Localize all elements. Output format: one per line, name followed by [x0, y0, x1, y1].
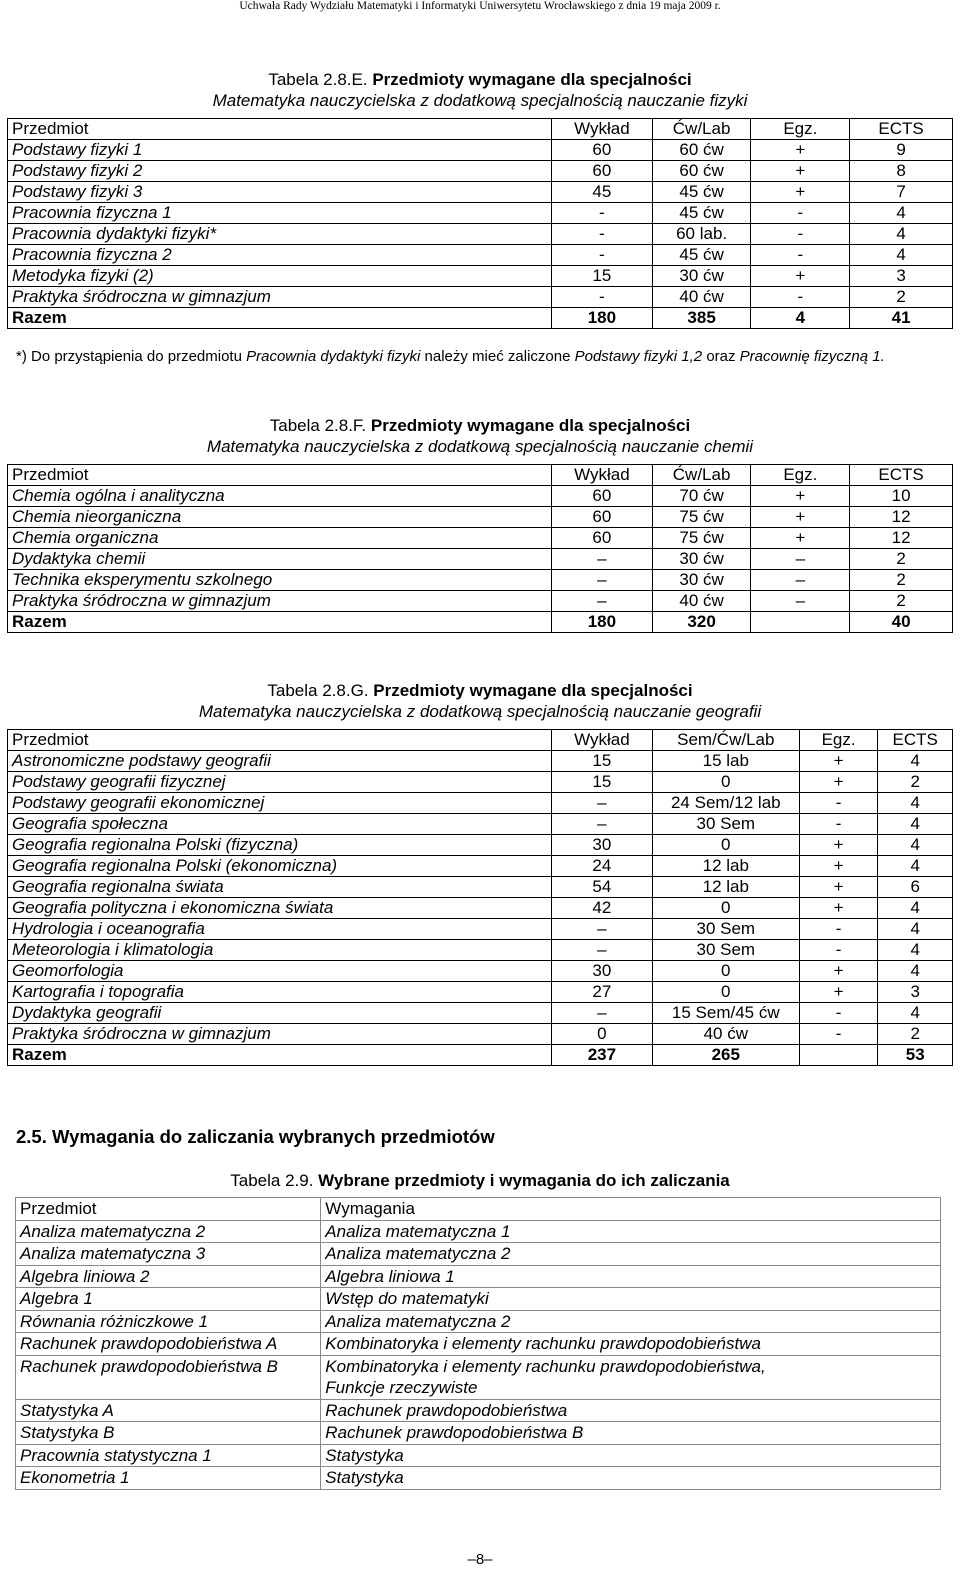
- table-cell: –: [552, 549, 653, 570]
- table-cell: 24 Sem/12 lab: [652, 793, 799, 814]
- table-cell: Dydaktyka geografii: [8, 1003, 552, 1024]
- table-cell: 4: [878, 835, 953, 856]
- table-cell: 60 ćw: [652, 161, 751, 182]
- table-cell: [751, 612, 850, 633]
- table-row: [8, 751, 953, 772]
- table-cell: Geografia regionalna Polski (fizyczna): [8, 835, 552, 856]
- table-cell: +: [799, 877, 878, 898]
- table-row: [16, 1422, 941, 1445]
- table-cell: –: [552, 940, 653, 961]
- table-cell: 2: [878, 1024, 953, 1045]
- table-header-row: [16, 1198, 941, 1221]
- table-cell: Podstawy fizyki 2: [8, 161, 552, 182]
- table-cell: -: [799, 1024, 878, 1045]
- table-cell: +: [751, 507, 850, 528]
- table-row: [8, 898, 953, 919]
- table-cell: Analiza matematyczna 3: [16, 1243, 321, 1266]
- column-header: Sem/Ćw/Lab: [652, 730, 799, 751]
- table-cell: 4: [878, 1003, 953, 1024]
- table-cell: Analiza matematyczna 2: [321, 1243, 941, 1266]
- table-cell: [799, 1045, 878, 1066]
- table-cell: –: [552, 591, 653, 612]
- table-f-subtitle-text: Matematyka nauczycielska z dodatkową specjalnością nauczanie chemii: [206, 437, 754, 456]
- table-cell: +: [751, 161, 850, 182]
- table-header-row: [8, 119, 953, 140]
- table-row: [8, 549, 953, 570]
- table-row: [8, 835, 953, 856]
- table-g: [7, 729, 953, 1066]
- table-cell: 45 ćw: [652, 245, 751, 266]
- column-header: Przedmiot: [8, 119, 552, 140]
- column-header: Przedmiot: [8, 730, 552, 751]
- table-row: [16, 1310, 941, 1333]
- table-cell: Razem: [8, 612, 552, 633]
- column-header: ECTS: [850, 465, 953, 486]
- table-cell: Geomorfologia: [8, 961, 552, 982]
- table-cell: 4: [878, 814, 953, 835]
- table-cell: Analiza matematyczna 2: [321, 1310, 941, 1333]
- table-row: [8, 961, 953, 982]
- table-cell: 12 lab: [652, 856, 799, 877]
- table-cell: 9: [850, 140, 953, 161]
- table-cell: 237: [552, 1045, 653, 1066]
- table-f-label: Tabela 2.8.F.: [269, 416, 367, 435]
- table-cell: -: [799, 1003, 878, 1024]
- table-cell: 42: [552, 898, 653, 919]
- table-cell: 41: [850, 308, 953, 329]
- table-cell: Praktyka śródroczna w gimnazjum: [8, 591, 552, 612]
- table-cell: Algebra liniowa 1: [321, 1265, 941, 1288]
- table-cell: Razem: [8, 308, 552, 329]
- table-f: [7, 464, 953, 633]
- table-cell: 2: [878, 772, 953, 793]
- table-cell: +: [799, 751, 878, 772]
- table-cell: –: [751, 549, 850, 570]
- table-cell: 40 ćw: [652, 287, 751, 308]
- table-cell: Kartografia i topografia: [8, 982, 552, 1003]
- table-cell: +: [751, 486, 850, 507]
- table-cell: 60 lab.: [652, 224, 751, 245]
- table-cell: 4: [878, 919, 953, 940]
- table-cell: -: [751, 224, 850, 245]
- table-cell: 30 Sem: [652, 919, 799, 940]
- table-cell: 0: [652, 835, 799, 856]
- table-cell: 60: [552, 507, 653, 528]
- table-cell: 4: [878, 793, 953, 814]
- table-cell: 3: [878, 982, 953, 1003]
- table-cell: 30: [552, 961, 653, 982]
- table-cell: +: [751, 528, 850, 549]
- table-row: [16, 1220, 941, 1243]
- column-header: Przedmiot: [16, 1198, 321, 1221]
- table-cell: 2: [850, 549, 953, 570]
- table-cell: +: [799, 898, 878, 919]
- table-cell: 7: [850, 182, 953, 203]
- table-cell: 12: [850, 507, 953, 528]
- table-cell: +: [799, 835, 878, 856]
- note-italic: Pracownia dydaktyki fizyki: [246, 348, 421, 365]
- table-cell: 8: [850, 161, 953, 182]
- table-cell: 4: [878, 940, 953, 961]
- table-cell: Geografia regionalna świata: [8, 877, 552, 898]
- table-row: [16, 1444, 941, 1467]
- table-f-subtitle: [0, 436, 960, 457]
- table-cell: Analiza matematyczna 2: [16, 1220, 321, 1243]
- table-cell: -: [799, 940, 878, 961]
- table-row: [8, 266, 953, 287]
- table-row: [8, 793, 953, 814]
- total-row: [8, 612, 953, 633]
- table-cell: Geografia regionalna Polski (ekonomiczna): [8, 856, 552, 877]
- table-cell: +: [799, 856, 878, 877]
- table-cell: 53: [878, 1045, 953, 1066]
- table-cell: 4: [878, 961, 953, 982]
- table-cell: 30 ćw: [652, 266, 751, 287]
- table-cell: –: [751, 591, 850, 612]
- column-header: Wymagania: [321, 1198, 941, 1221]
- table-e-label: Tabela 2.8.E.: [268, 70, 368, 89]
- table-row: [8, 570, 953, 591]
- table-cell: 0: [652, 772, 799, 793]
- table-9-title: Wybrane przedmioty i wymagania do ich zaliczania: [318, 1171, 730, 1190]
- table-g-subtitle: [0, 701, 960, 722]
- table-cell: Praktyka śródroczna w gimnazjum: [8, 287, 552, 308]
- table-row: [8, 507, 953, 528]
- table-row: [8, 814, 953, 835]
- total-row: [8, 308, 953, 329]
- table-cell: -: [799, 919, 878, 940]
- table-row: [8, 528, 953, 549]
- table-cell: 60: [552, 486, 653, 507]
- table-cell: Kombinatoryka i elementy rachunku prawdopodobieństwa, Funkcje rzeczywiste: [321, 1355, 941, 1399]
- table-e-subtitle: [0, 90, 960, 111]
- table-cell: 2: [850, 591, 953, 612]
- table-cell: 10: [850, 486, 953, 507]
- table-cell: -: [799, 793, 878, 814]
- table-cell: Podstawy geografii fizycznej: [8, 772, 552, 793]
- table-9: [15, 1197, 941, 1490]
- table-cell: Chemia nieorganiczna: [8, 507, 552, 528]
- table-cell: Statystyka: [321, 1467, 941, 1490]
- table-cell: Statystyka A: [16, 1399, 321, 1422]
- table-cell: 15 lab: [652, 751, 799, 772]
- table-9-caption: [0, 1170, 960, 1191]
- table-row: [16, 1243, 941, 1266]
- column-header: Egz.: [751, 119, 850, 140]
- column-header: Przedmiot: [8, 465, 552, 486]
- table-cell: 180: [552, 612, 653, 633]
- table-cell: Pracownia statystyczna 1: [16, 1444, 321, 1467]
- table-cell: +: [751, 140, 850, 161]
- table-row: [8, 1003, 953, 1024]
- table-row: [8, 591, 953, 612]
- table-e: [7, 118, 953, 329]
- table-row: [8, 856, 953, 877]
- table-cell: –: [552, 793, 653, 814]
- column-header: ECTS: [878, 730, 953, 751]
- table-header-row: [8, 465, 953, 486]
- table-row: [16, 1333, 941, 1356]
- table-row: [16, 1399, 941, 1422]
- table-row: [8, 772, 953, 793]
- table-cell: 70 ćw: [652, 486, 751, 507]
- table-row: [8, 224, 953, 245]
- column-header: Wykład: [552, 730, 653, 751]
- table-row: [8, 982, 953, 1003]
- table-cell: –: [552, 1003, 653, 1024]
- table-cell: 4: [878, 898, 953, 919]
- table-cell: 4: [850, 203, 953, 224]
- table-cell: Rachunek prawdopodobieństwa B: [321, 1422, 941, 1445]
- table-row: [8, 877, 953, 898]
- table-cell: 40 ćw: [652, 591, 751, 612]
- table-cell: Astronomiczne podstawy geografii: [8, 751, 552, 772]
- table-cell: 15: [552, 751, 653, 772]
- table-row: [8, 287, 953, 308]
- table-f-caption: [0, 415, 960, 436]
- table-cell: 45 ćw: [652, 203, 751, 224]
- table-cell: 75 ćw: [652, 528, 751, 549]
- table-cell: 12: [850, 528, 953, 549]
- table-f-title: Przedmioty wymagane dla specjalności: [370, 416, 691, 435]
- table-cell: -: [799, 814, 878, 835]
- table-cell: 30 ćw: [652, 549, 751, 570]
- table-cell: 30: [552, 835, 653, 856]
- table-e-title: Przedmioty wymagane dla specjalności: [372, 70, 692, 89]
- note-italic: Pracownię fizyczną 1.: [739, 348, 885, 365]
- table-cell: 45: [552, 182, 653, 203]
- table-cell: 0: [652, 982, 799, 1003]
- table-cell: –: [552, 570, 653, 591]
- table-cell: Wstęp do matematyki: [321, 1288, 941, 1311]
- column-header: Egz.: [799, 730, 878, 751]
- table-cell: 60 ćw: [652, 140, 751, 161]
- table-row: [8, 203, 953, 224]
- table-cell: 0: [552, 1024, 653, 1045]
- table-cell: 4: [878, 751, 953, 772]
- table-cell: 0: [652, 961, 799, 982]
- table-row: [16, 1265, 941, 1288]
- table-cell: 15: [552, 266, 653, 287]
- table-cell: Podstawy fizyki 3: [8, 182, 552, 203]
- table-cell: 60: [552, 528, 653, 549]
- section-heading: 2.5. Wymagania do zaliczania wybranych przedmiotów: [16, 1126, 495, 1147]
- total-row: [8, 1045, 953, 1066]
- table-g-subtitle-text: Matematyka nauczycielska z dodatkową specjalnością nauczanie geografii: [198, 702, 762, 721]
- table-row: [8, 1024, 953, 1045]
- column-header: ECTS: [850, 119, 953, 140]
- table-cell: 4: [878, 856, 953, 877]
- table-cell: 12 lab: [652, 877, 799, 898]
- table-row: [8, 486, 953, 507]
- table-cell: 6: [878, 877, 953, 898]
- table-cell: 40: [850, 612, 953, 633]
- column-header: Ćw/Lab: [652, 119, 751, 140]
- column-header: Egz.: [751, 465, 850, 486]
- table-cell: Metodyka fizyki (2): [8, 266, 552, 287]
- table-cell: 30 Sem: [652, 814, 799, 835]
- table-e-caption: [0, 69, 960, 90]
- table-cell: Technika eksperymentu szkolnego: [8, 570, 552, 591]
- page-number: –8–: [467, 1551, 493, 1568]
- table-cell: –: [552, 814, 653, 835]
- table-row: [16, 1467, 941, 1490]
- table-cell: 40 ćw: [652, 1024, 799, 1045]
- table-cell: –: [751, 570, 850, 591]
- note-text: oraz: [702, 348, 740, 365]
- table-cell: Geografia społeczna: [8, 814, 552, 835]
- table-cell: -: [751, 203, 850, 224]
- table-cell: 45 ćw: [652, 182, 751, 203]
- table-cell: 3: [850, 266, 953, 287]
- table-cell: 4: [850, 224, 953, 245]
- table-row: [8, 161, 953, 182]
- table-cell: Praktyka śródroczna w gimnazjum: [8, 1024, 552, 1045]
- table-row: [16, 1288, 941, 1311]
- table-cell: -: [552, 224, 653, 245]
- table-row: [8, 140, 953, 161]
- table-cell: 320: [652, 612, 751, 633]
- table-cell: Rachunek prawdopodobieństwa B: [16, 1355, 321, 1399]
- table-cell: –: [552, 919, 653, 940]
- table-cell: Równania różniczkowe 1: [16, 1310, 321, 1333]
- table-cell: +: [799, 772, 878, 793]
- column-header: Wykład: [552, 119, 653, 140]
- table-row: [8, 182, 953, 203]
- table-cell: 75 ćw: [652, 507, 751, 528]
- document-header: Uchwała Rady Wydziału Matematyki i Informatyki Uniwersytetu Wrocławskiego z dnia 19 maja 2009 r.: [239, 0, 721, 12]
- table-cell: Chemia ogólna i analityczna: [8, 486, 552, 507]
- table-cell: 60: [552, 161, 653, 182]
- table-cell: 0: [652, 898, 799, 919]
- table-cell: Hydrologia i oceanografia: [8, 919, 552, 940]
- table-cell: 30 Sem: [652, 940, 799, 961]
- table-cell: Analiza matematyczna 1: [321, 1220, 941, 1243]
- table-cell: 265: [652, 1045, 799, 1066]
- table-cell: Rachunek prawdopodobieństwa A: [16, 1333, 321, 1356]
- table-cell: +: [751, 182, 850, 203]
- table-row: [8, 940, 953, 961]
- table-cell: +: [799, 982, 878, 1003]
- table-cell: 30 ćw: [652, 570, 751, 591]
- table-cell: 15 Sem/45 ćw: [652, 1003, 799, 1024]
- table-9-label: Tabela 2.9.: [230, 1171, 314, 1190]
- table-cell: Chemia organiczna: [8, 528, 552, 549]
- table-cell: Statystyka: [321, 1444, 941, 1467]
- table-cell: +: [751, 266, 850, 287]
- table-cell: -: [552, 245, 653, 266]
- table-g-caption: [0, 680, 960, 701]
- table-cell: Ekonometria 1: [16, 1467, 321, 1490]
- table-cell: Podstawy fizyki 1: [8, 140, 552, 161]
- table-cell: 4: [751, 308, 850, 329]
- table-cell: Algebra liniowa 2: [16, 1265, 321, 1288]
- table-row: [16, 1355, 941, 1399]
- table-cell: Pracownia fizyczna 1: [8, 203, 552, 224]
- table-row: [8, 919, 953, 940]
- table-cell: 385: [652, 308, 751, 329]
- note-italic: Podstawy fizyki 1,2: [574, 348, 703, 365]
- table-cell: 180: [552, 308, 653, 329]
- table-cell: 2: [850, 287, 953, 308]
- column-header: Ćw/Lab: [652, 465, 751, 486]
- table-cell: Statystyka B: [16, 1422, 321, 1445]
- table-cell: 24: [552, 856, 653, 877]
- table-cell: 54: [552, 877, 653, 898]
- table-header-row: [8, 730, 953, 751]
- table-cell: Pracownia dydaktyki fizyki*: [8, 224, 552, 245]
- table-g-label: Tabela 2.8.G.: [267, 681, 369, 700]
- table-cell: Meteorologia i klimatologia: [8, 940, 552, 961]
- table-cell: -: [552, 287, 653, 308]
- table-g-title: Przedmioty wymagane dla specjalności: [373, 681, 693, 700]
- table-cell: 4: [850, 245, 953, 266]
- table-cell: Kombinatoryka i elementy rachunku prawdopodobieństwa: [321, 1333, 941, 1356]
- note-text: *) Do przystąpienia do przedmiotu: [16, 348, 247, 365]
- table-cell: Pracownia fizyczna 2: [8, 245, 552, 266]
- table-cell: -: [751, 287, 850, 308]
- table-e-footnote: [16, 346, 916, 367]
- table-cell: Razem: [8, 1045, 552, 1066]
- table-cell: Rachunek prawdopodobieństwa: [321, 1399, 941, 1422]
- column-header: Wykład: [552, 465, 653, 486]
- table-e-subtitle-text: Matematyka nauczycielska z dodatkową specjalnością nauczanie fizyki: [212, 91, 748, 110]
- table-cell: 2: [850, 570, 953, 591]
- table-cell: +: [799, 961, 878, 982]
- table-cell: Dydaktyka chemii: [8, 549, 552, 570]
- table-cell: -: [751, 245, 850, 266]
- table-cell: Algebra 1: [16, 1288, 321, 1311]
- table-cell: 27: [552, 982, 653, 1003]
- table-cell: Podstawy geografii ekonomicznej: [8, 793, 552, 814]
- table-cell: 60: [552, 140, 653, 161]
- table-cell: 15: [552, 772, 653, 793]
- table-cell: -: [552, 203, 653, 224]
- note-text: należy mieć zaliczone: [420, 348, 575, 365]
- table-cell: Geografia polityczna i ekonomiczna świata: [8, 898, 552, 919]
- table-row: [8, 245, 953, 266]
